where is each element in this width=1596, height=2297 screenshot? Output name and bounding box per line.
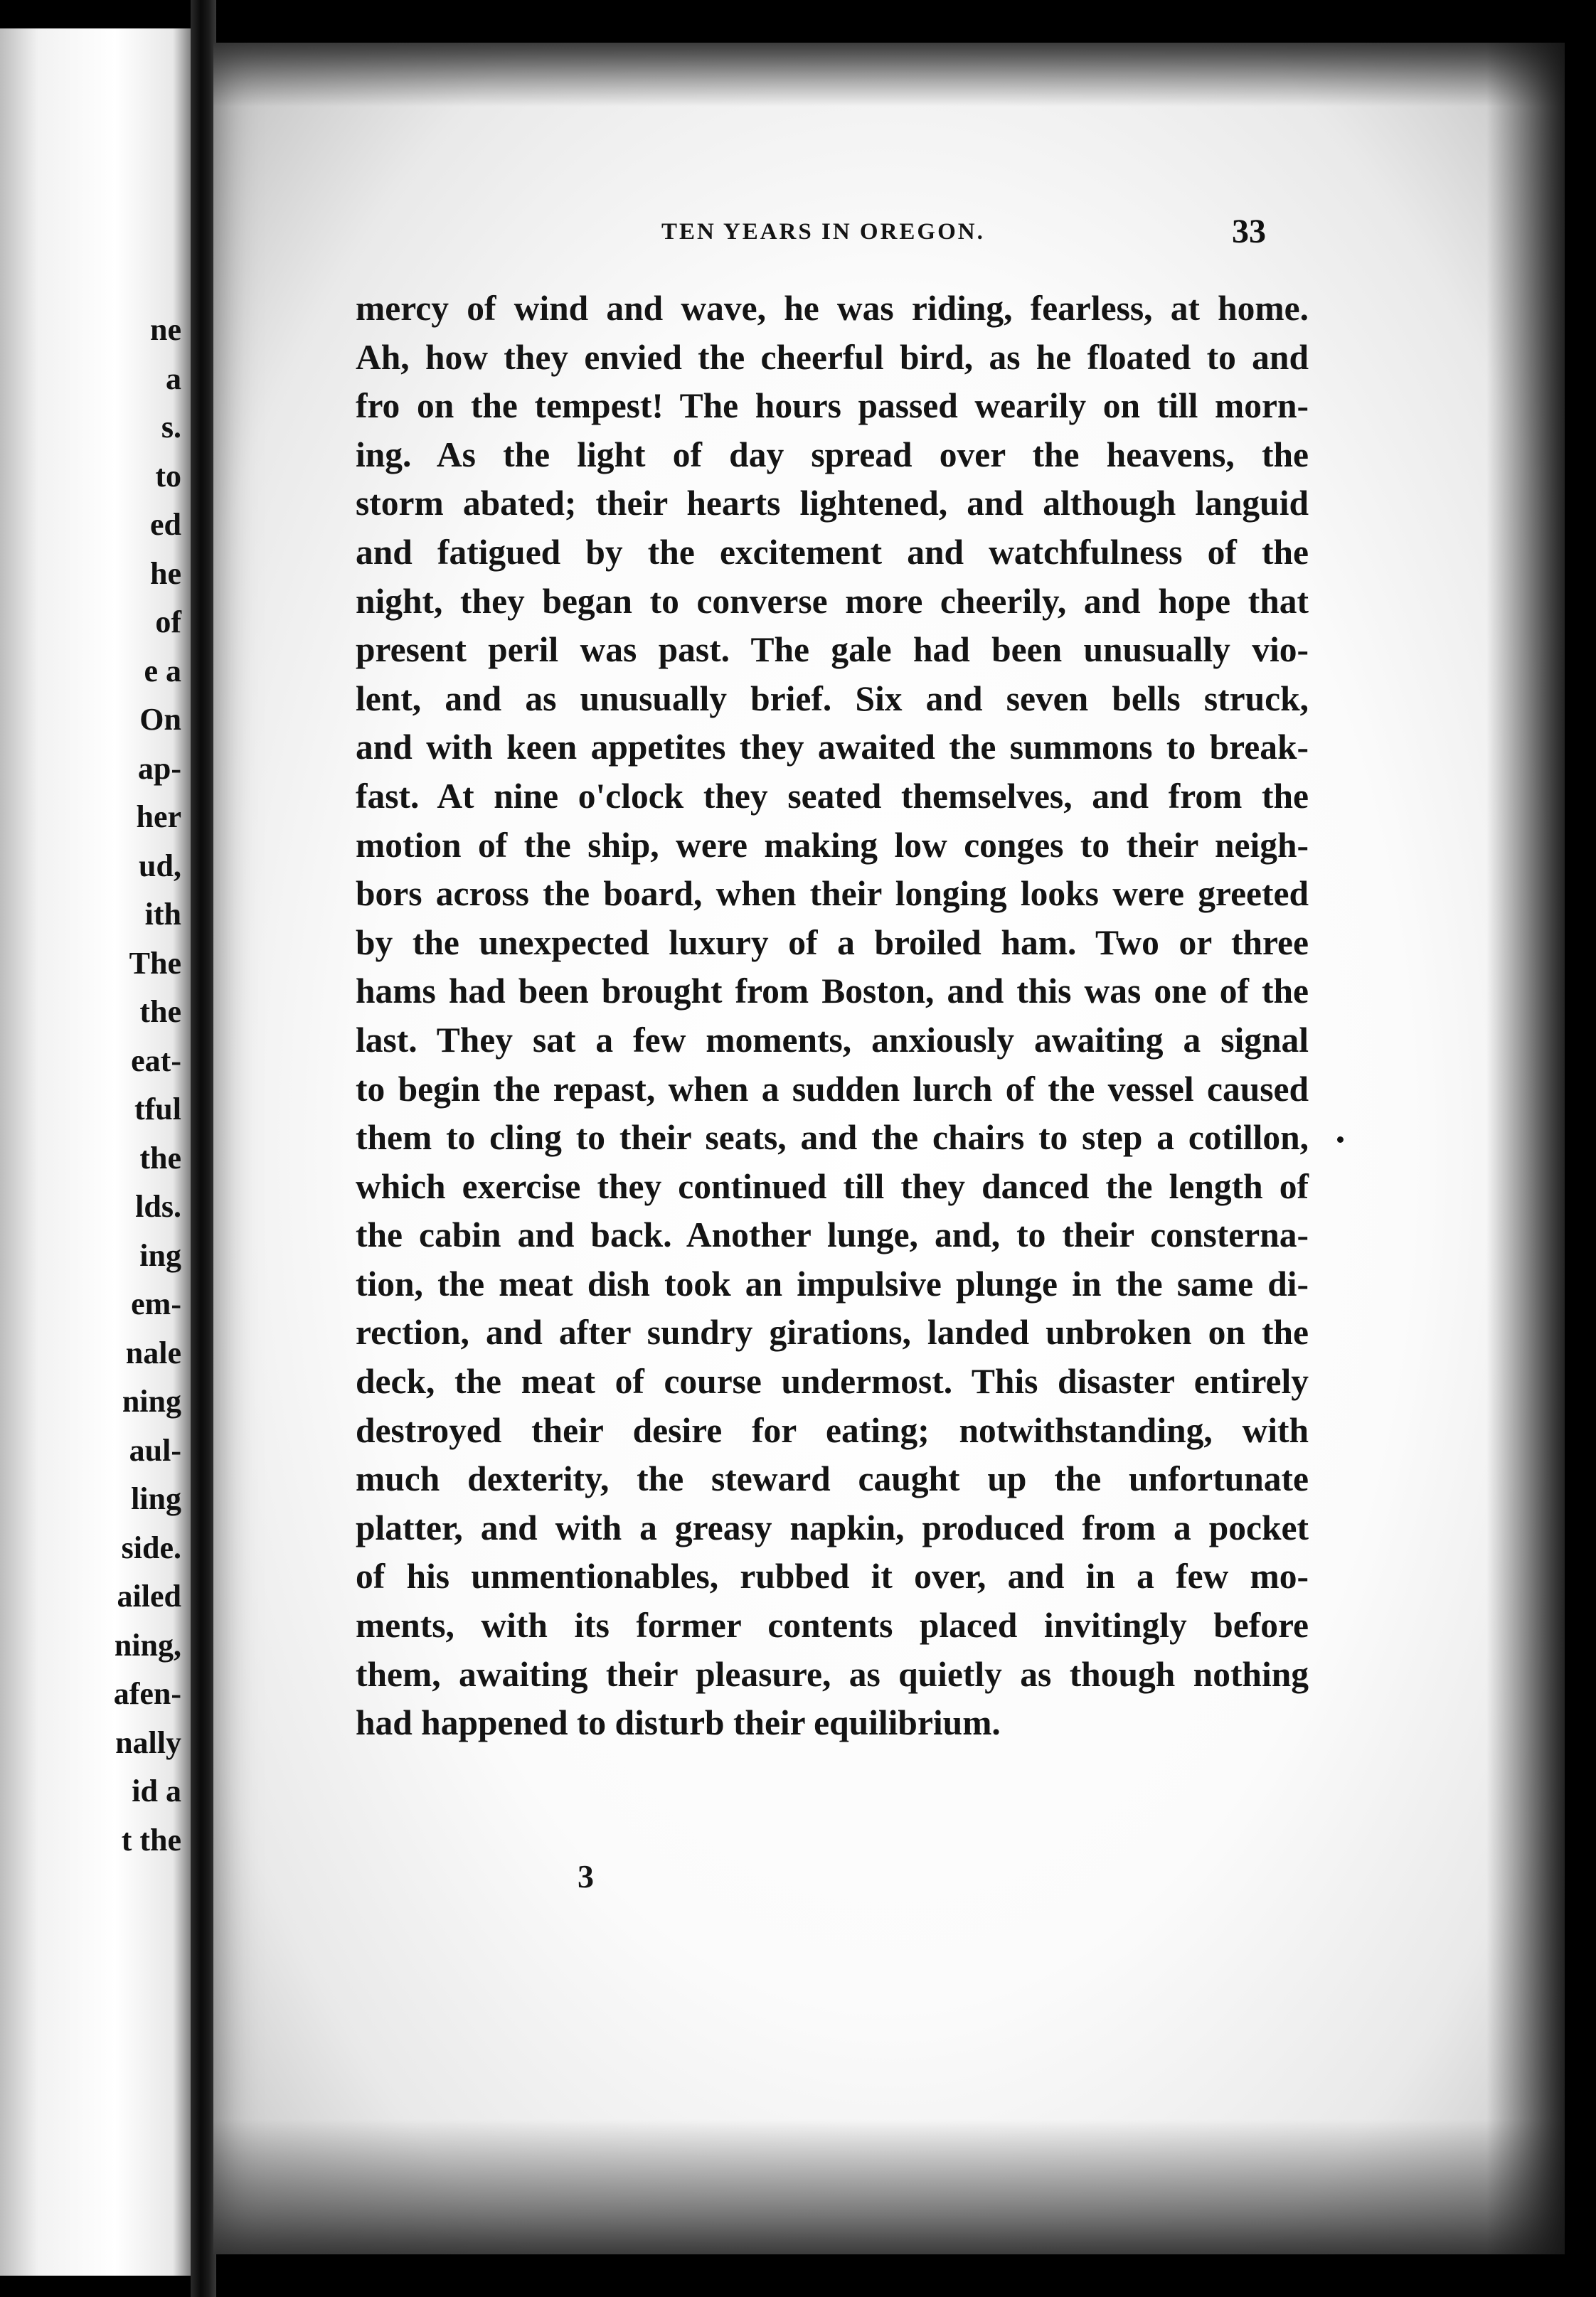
body-line: hams had been brought from Boston, and this was one of the (356, 971, 1309, 1011)
body-line: and fatigued by the excitement and watchfulness of the (356, 532, 1309, 572)
ink-speck (1337, 1136, 1344, 1143)
body-line: Ah, how they envied the cheerful bird, as he floated to and (356, 337, 1309, 377)
body-line: ments, with its former contents placed invitingly before (356, 1606, 1309, 1646)
body-line: present peril was past. The gale had been unusually vio- (356, 630, 1309, 670)
body-line: bors across the board, when their longing looks were greeted (356, 874, 1309, 914)
left-line-fragment: ith (144, 897, 181, 932)
body-line: the cabin and back. Another lunge, and, to their consterna- (356, 1215, 1309, 1255)
body-text (356, 284, 1309, 1748)
body-line: to begin the repast, when a sudden lurch of the vessel caused (356, 1069, 1309, 1109)
body-line: which exercise they continued till they danced the length of (356, 1166, 1309, 1206)
left-line-fragment: ning (122, 1384, 181, 1419)
left-line-fragment: t the (121, 1822, 181, 1858)
left-line-fragment: s. (161, 410, 181, 444)
body-line: ing. As the light of day spread over the heavens, the (356, 435, 1309, 474)
left-line-fragment: her (136, 799, 181, 834)
body-line: them to cling to their seats, and the chairs to step a cotillon, (356, 1118, 1309, 1158)
body-line: lent, and as unusually brief. Six and seven bells struck, (356, 678, 1309, 718)
left-line-fragment: ud, (139, 848, 181, 883)
body-line: mercy of wind and wave, he was riding, fearless, at home. (356, 289, 1309, 328)
left-line-fragment: tful (134, 1092, 181, 1126)
body-line: platter, and with a greasy napkin, produced from a pocket (356, 1508, 1309, 1547)
left-line-fragment: The (129, 945, 181, 981)
left-line-fragment: em- (131, 1286, 181, 1321)
left-line-fragment: he (150, 555, 181, 591)
left-line-fragment: ed (150, 507, 181, 542)
body-line: last. They sat a few moments, anxiously awaiting a signal (356, 1020, 1309, 1060)
page-shadow-right (1486, 43, 1565, 2254)
left-line-fragment: afen- (113, 1676, 181, 1711)
body-line: much dexterity, the steward caught up the unfortunate (356, 1459, 1309, 1499)
body-line: rection, and after sundry girations, landed unbroken on the (356, 1313, 1309, 1353)
body-line: motion of the ship, were making low conges to their neigh- (356, 825, 1309, 865)
body-line: had happened to disturb their equilibrium. (356, 1703, 1001, 1743)
left-line-fragment: the (139, 1140, 181, 1176)
running-head: TEN YEARS IN OREGON. (661, 219, 985, 245)
body-line: storm abated; their hearts lightened, and although languid (356, 484, 1309, 523)
page-shadow-bottom (213, 2119, 1565, 2254)
left-line-fragment: ning, (114, 1627, 181, 1663)
book-gutter (191, 0, 216, 2297)
left-line-fragment: ne (150, 312, 181, 347)
left-line-fragment: e a (144, 653, 181, 688)
body-line: fro on the tempest! The hours passed wearily on till morn- (356, 386, 1309, 426)
left-page-line-fragments (0, 306, 181, 1865)
body-line: fast. At nine o'clock they seated themselves, and from the (356, 776, 1309, 816)
body-line: of his unmentionables, rubbed it over, and in a few mo- (356, 1557, 1309, 1597)
left-line-fragment: id a (132, 1774, 181, 1808)
left-line-fragment: ailed (117, 1579, 181, 1614)
body-line: by the unexpected luxury of a broiled ham. Two or three (356, 922, 1309, 962)
page-shadow-top (213, 43, 1565, 107)
left-line-fragment: ap- (137, 750, 181, 786)
left-line-fragment: side. (121, 1530, 181, 1565)
body-line: tion, the meat dish took an impulsive plunge in the same di- (356, 1264, 1309, 1304)
body-line: night, they began to converse more cheerily, and hope that (356, 581, 1309, 621)
body-line: destroyed their desire for eating; notwithstanding, with (356, 1410, 1309, 1450)
left-line-fragment: to (155, 458, 181, 494)
signature-mark: 3 (578, 1858, 594, 1894)
left-line-fragment: a (166, 361, 181, 396)
left-line-fragment: ling (131, 1481, 181, 1516)
left-line-fragment: lds. (135, 1189, 181, 1224)
left-line-fragment: of (155, 604, 181, 639)
body-line: deck, the meat of course undermost. This disaster entirely (356, 1362, 1309, 1402)
page-number: 33 (1232, 213, 1266, 250)
left-line-fragment: nale (125, 1335, 181, 1370)
left-line-fragment: eat- (131, 1043, 181, 1078)
left-line-fragment: ing (139, 1237, 181, 1273)
left-line-fragment: On (139, 702, 181, 737)
left-line-fragment: nally (115, 1725, 181, 1760)
body-line: and with keen appetites they awaited the summons to break- (356, 728, 1309, 767)
left-line-fragment: aul- (129, 1432, 181, 1468)
left-line-fragment: the (139, 994, 181, 1029)
left-facing-page (0, 28, 192, 2276)
body-line: them, awaiting their pleasure, as quietly as though nothing (356, 1654, 1309, 1694)
